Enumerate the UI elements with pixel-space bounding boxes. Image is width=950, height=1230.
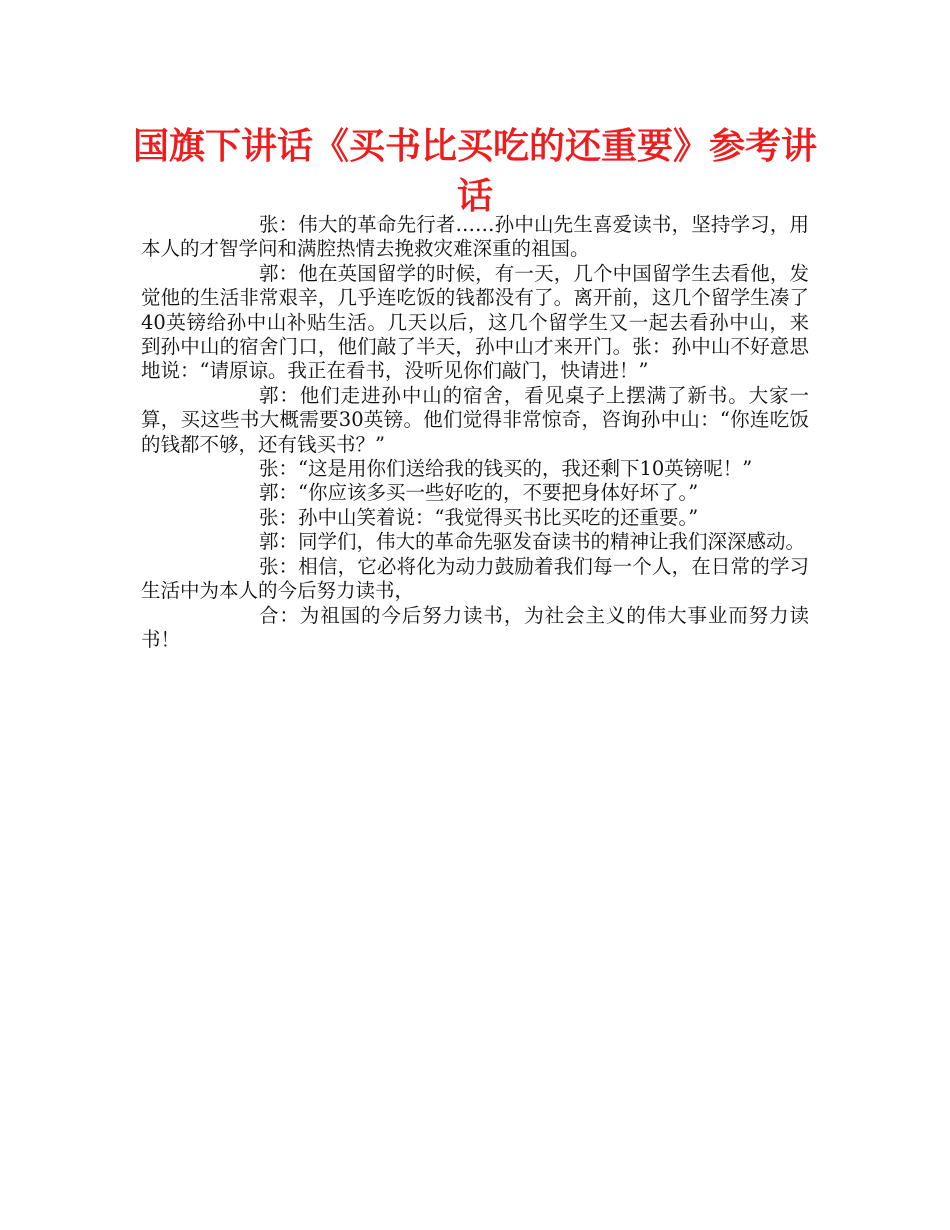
- paragraph: 张：“这是用你们送给我的钱买的，我还剩下10英镑呢！”: [259, 457, 753, 481]
- paragraph: 张：伟大的革命先行者……孙中山先生喜爱读书，坚持学习，用本人的才智学问和满腔热情去挽救灾难深重的祖国。: [141, 213, 809, 261]
- paragraph: 郭：他在英国留学的时候，有一天，几个中国留学生去看他，发觉他的生活非常艰辛，几乎连吃饭的钱都没有了。离开前，这几个留学生凑了40英镑给孙中山补贴生活。几天以后，这几个留学生又一起去看孙中山，来到孙中山的宿舍门口，他们敲了半天，孙中山才来开门。张：孙中山不好意思地说：“请原谅。我正在看书，没听见你们敲门，快请进！”: [141, 261, 809, 383]
- paragraph: 郭：他们走进孙中山的宿舍，看见桌子上摆满了新书。大家一算，买这些书大概需要30英镑。他们觉得非常惊奇，咨询孙中山：“你连吃饭的钱都不够，还有钱买书？”: [141, 383, 809, 456]
- paragraph: 张：孙中山笑着说：“我觉得买书比买吃的还重要。”: [259, 505, 699, 529]
- paragraph: 郭：“你应该多买一些好吃的，不要把身体好坏了。”: [259, 481, 699, 505]
- paragraph: 合：为祖国的今后努力读书，为社会主义的伟大事业而努力读书！: [141, 603, 809, 651]
- document-body: [141, 213, 809, 652]
- paragraph: 张：相信，它必将化为动力鼓励着我们每一个人，在日常的学习生活中为本人的今后努力读书，: [141, 554, 809, 603]
- document-title: 国旗下讲话《买书比买吃的还重要》参考讲话: [132, 126, 817, 217]
- paragraph: 郭：同学们，伟大的革命先驱发奋读书的精神让我们深深感动。: [259, 530, 806, 554]
